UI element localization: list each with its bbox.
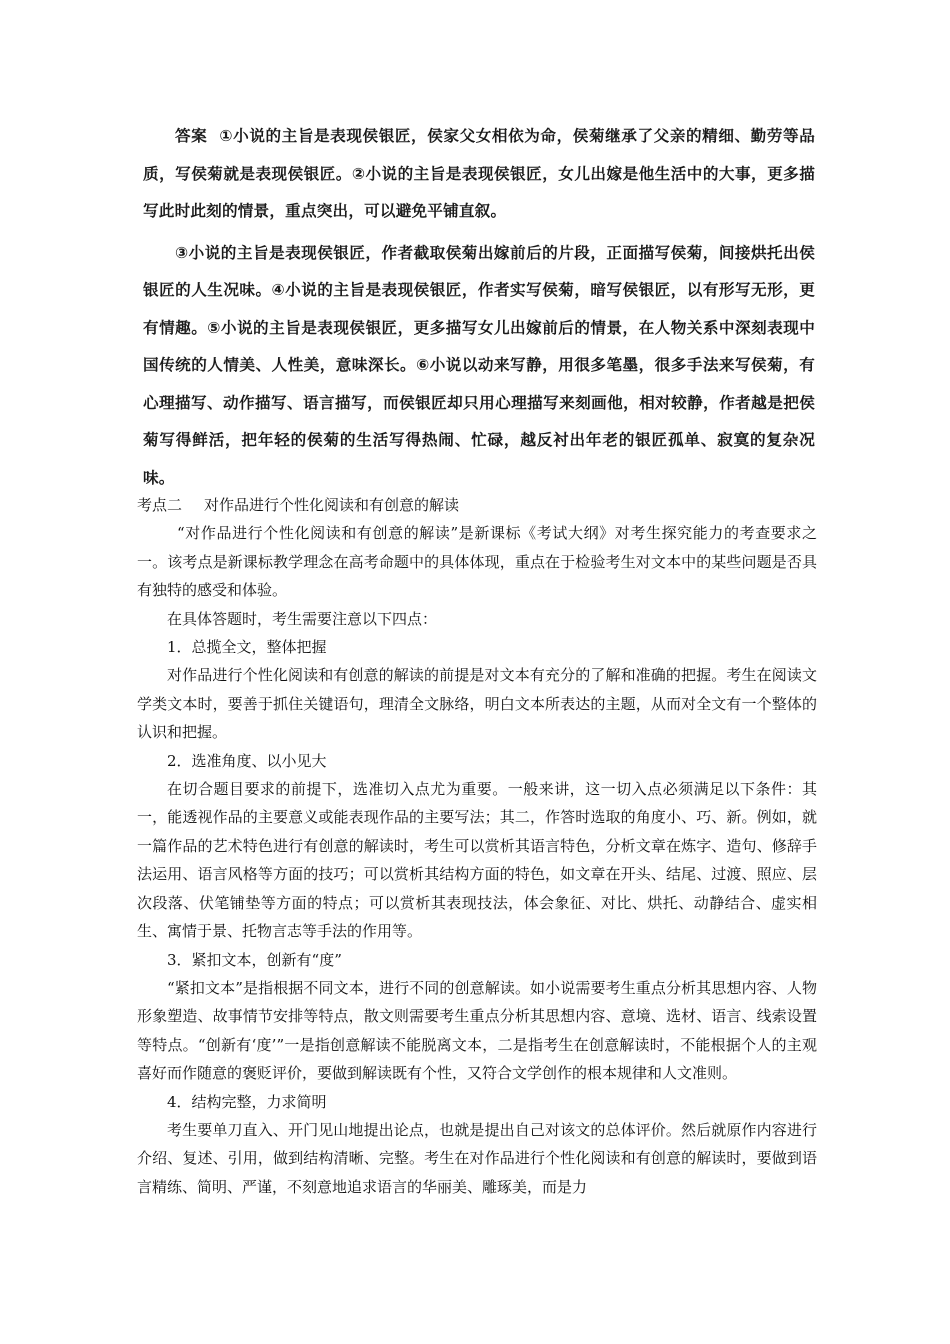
section-heading (137, 491, 817, 519)
exam-point-section (137, 491, 817, 1201)
point-title: 2．选准角度、以小见大 (167, 751, 327, 770)
point-title: 3．紧扣文本，创新有“度” (167, 950, 342, 969)
point-body: “紧扣文本”是指根据不同文本，进行不同的创意解读。如小说需要考生重点分析其思想内容、人物形象塑造、故事情节安排等特点，散文则需要考生重点分析其思想内容、意境、选材、语言、线索设置等特点。“创新有‘度’”一是指创意解读不能脱离文本，二是指考生在创意解读时，不能根据个人的主观喜好而作随意的褒贬评价，要做到解读既有个性，又符合文学创作的根本规律和人文准则。 (137, 978, 817, 1083)
intro-paragraph: “对作品进行个性化阅读和有创意的解读”是新课标《考试大纲》对考生探究能力的考查要求之一。该考点是新课标教学理念在高考命题中的具体体现，重点在于检验考生对文本中的某些问题是否具有独特的感受和体验。 (137, 524, 817, 600)
answer-paragraph-text: ①小说的主旨是表现侯银匠，侯家父女相依为命，侯菊继承了父亲的精细、勤劳等品质，写侯菊就是表现侯银匠。②小说的主旨是表现侯银匠，女儿出嫁是他生活中的大事，更多描写此时此刻的情景，重点突出，可以避免平铺直叙。 (143, 127, 816, 220)
point-body: 考生要单刀直入、开门见山地提出论点，也就是提出自己对该文的总体评价。然后就原作内容进行介绍、复述、引用，做到结构清晰、完整。考生在对作品进行个性化阅读和有创意的解读时，要做到语言精练、简明、严谨，不刻意地追求语言的华丽美、雕琢美，而是力 (137, 1120, 817, 1196)
point-title: 1．总揽全文，整体把握 (167, 638, 327, 657)
point-body: 在切合题目要求的前提下，选准切入点尤为重要。一般来讲，这一切入点必须满足以下条件：其一，能透视作品的主要意义或能表现作品的主要写法；其二，作答时选取的角度小、巧、新。例如，就一篇作品的艺术特色进行有创意的解读时，考生可以赏析其语言特色，分析文章在炼字、造句、修辞手法运用、语言风格等方面的技巧；可以赏析其结构方面的特色，如文章在开头、结尾、过渡、照应、层次段落、伏笔铺垫等方面的特点；可以赏析其表现技法，体会象征、对比、烘托、动静结合、虚实相生、寓情于景、托物言志等手法的作用等。 (137, 780, 817, 941)
section-heading-number: 考点二 (137, 496, 183, 514)
section-heading-text: 对作品进行个性化阅读和有创意的解读 (204, 496, 460, 514)
answer-paragraph (143, 118, 815, 231)
point-title: 4．结构完整，力求简明 (167, 1092, 327, 1111)
point-body: 对作品进行个性化阅读和有创意的解读的前提是对文本有充分的了解和准确的把握。考生在阅读文学类文本时，要善于抓住关键语句，理清全文脉络，明白文本所表达的主题，从而对全文有一个整体的认识和把握。 (137, 666, 817, 742)
lead-paragraph: 在具体答题时，考生需要注意以下四点： (167, 609, 438, 628)
answer-block (143, 118, 815, 497)
answer-paragraph: ③小说的主旨是表现侯银匠，作者截取侯菊出嫁前后的片段，正面描写侯菊，间接烘托出侯银匠的人生况味。④小说的主旨是表现侯银匠，作者实写侯菊，暗写侯银匠，以有形写无形，更有情趣。⑤小说的主旨是表现侯银匠，更多描写女儿出嫁前后的情景，在人物关系中深刻表现中国传统的人情美、人性美，意味深长。⑥小说以动来写静，用很多笔墨，很多手法来写侯菊，有心理描写、动作描写、语言描写，而侯银匠却只用心理描写来刻画他，相对较静，作者越是把侯菊写得鲜活，把年轻的侯菊的生活写得热闹、忙碌，越反衬出年老的银匠孤单、寂寞的复杂况味。 (143, 243, 815, 487)
answer-label: 答案 (175, 127, 208, 145)
